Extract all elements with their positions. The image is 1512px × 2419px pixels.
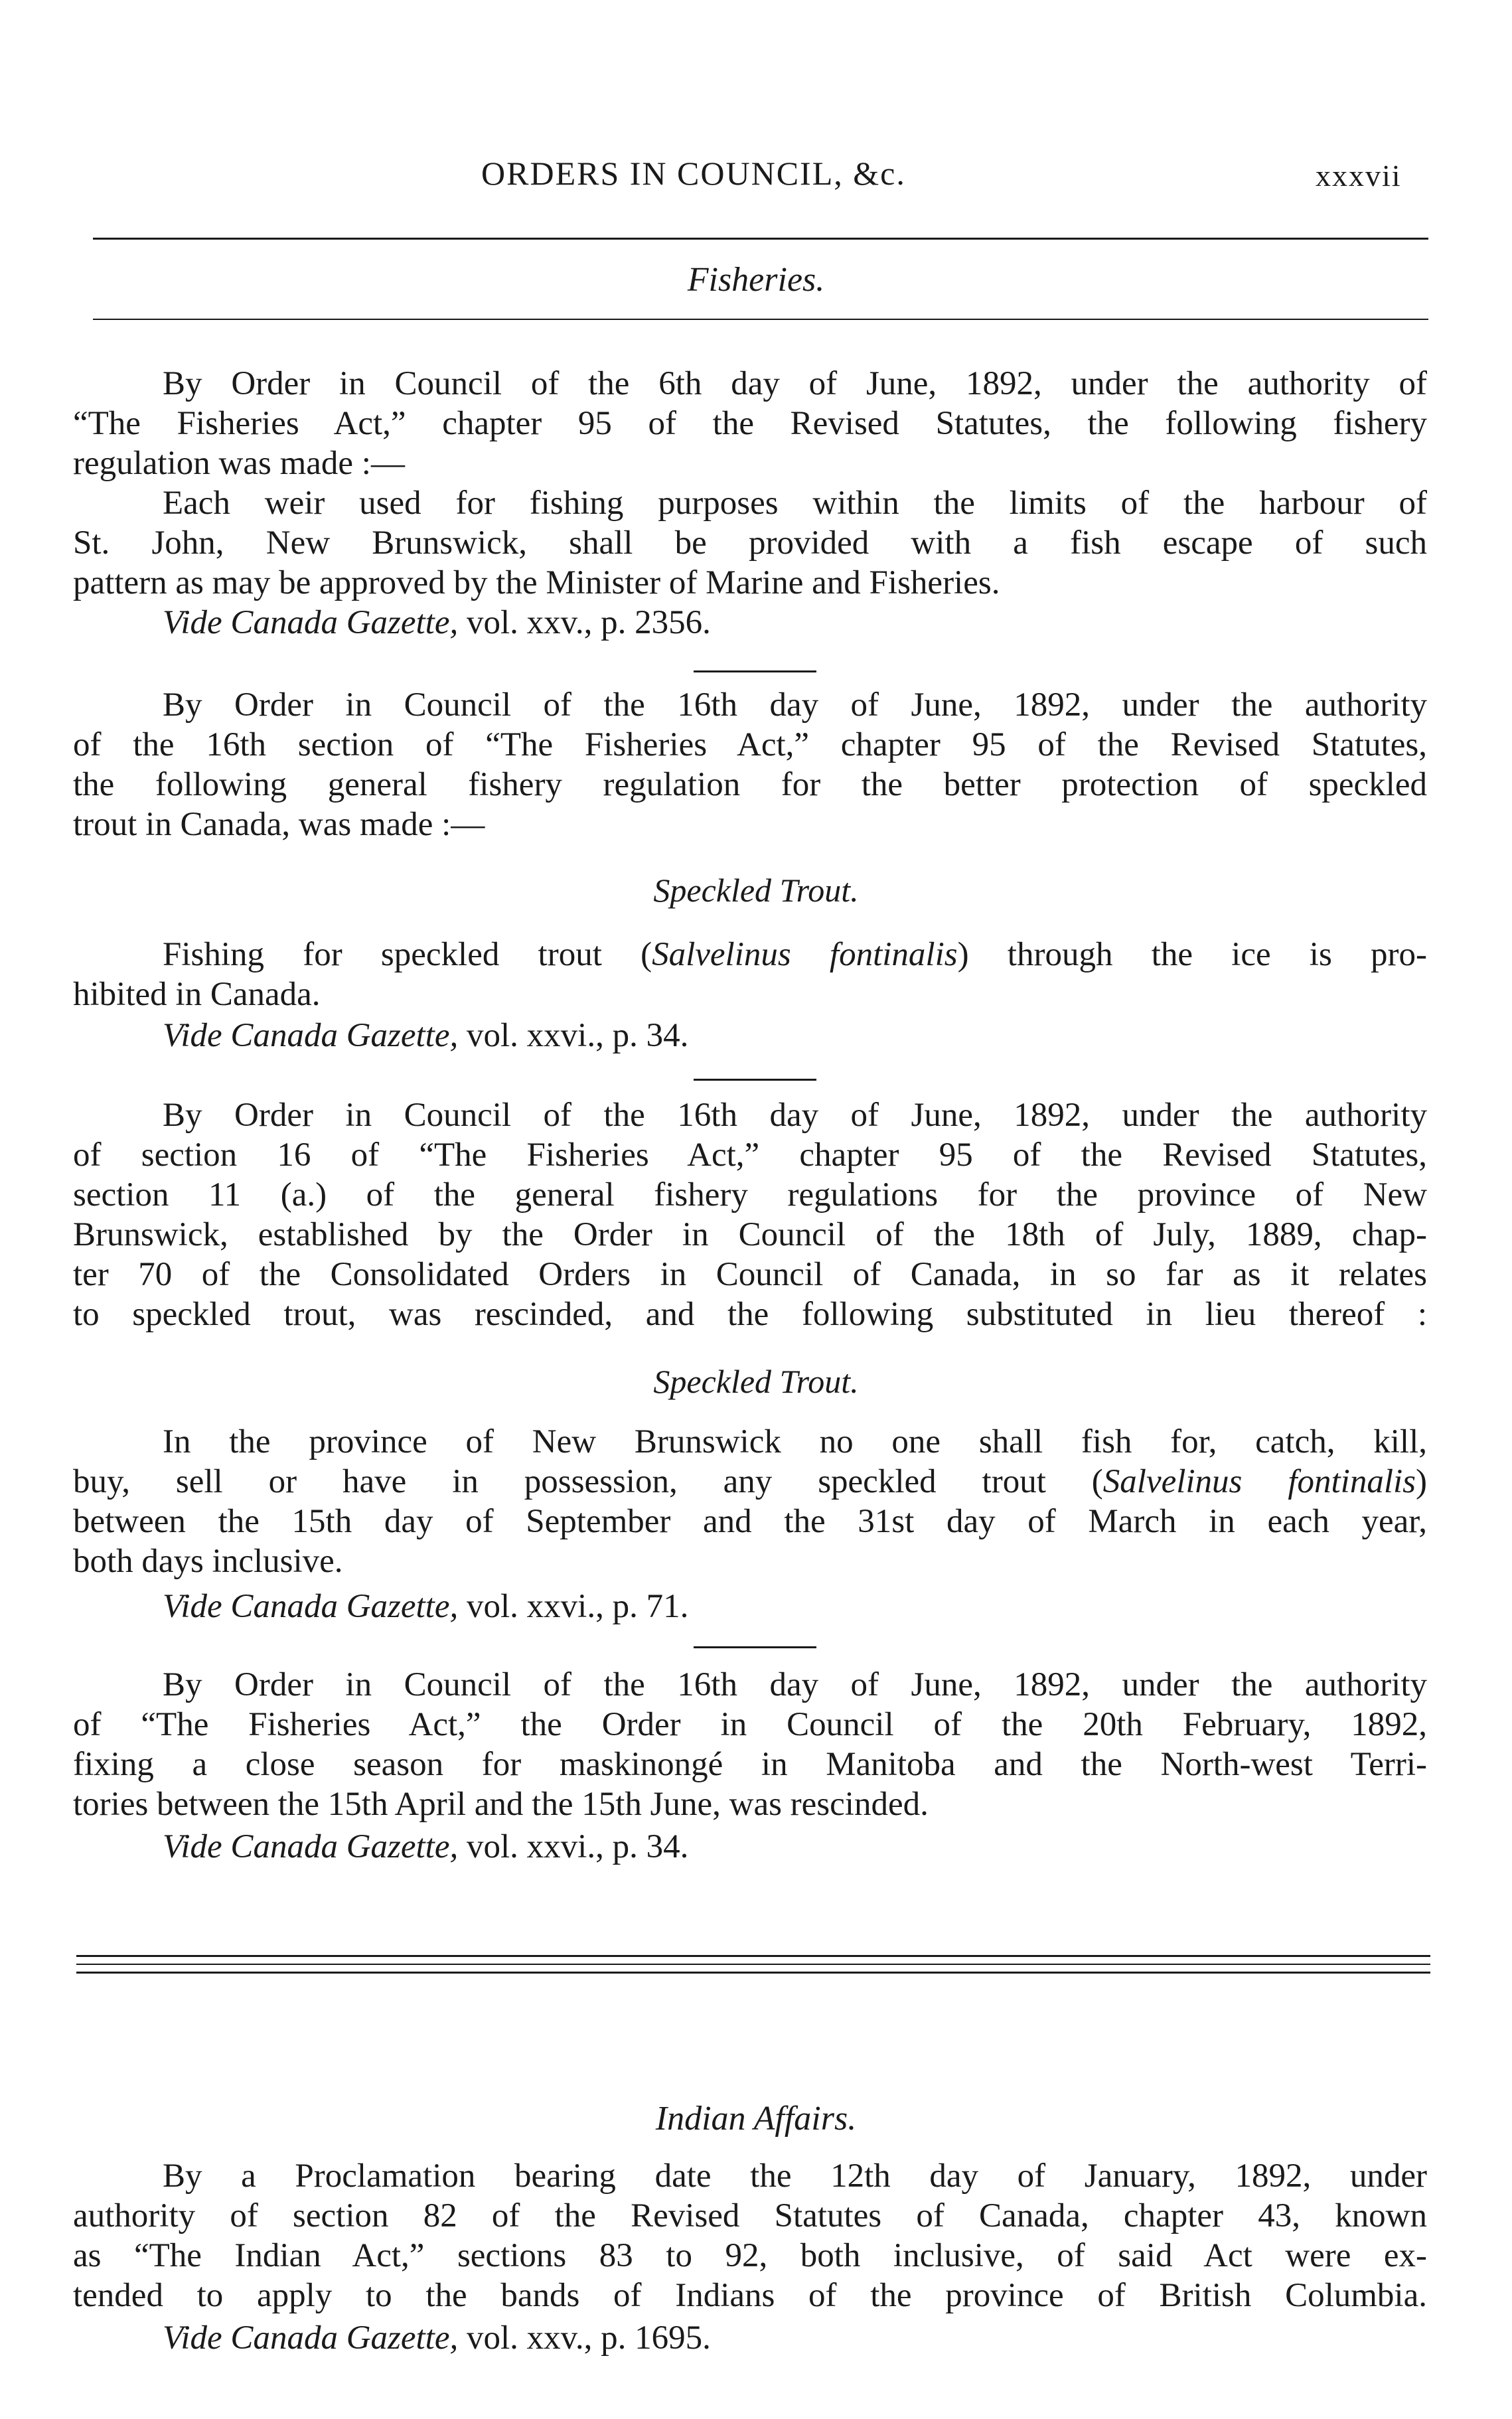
regulation-line: Fishing for speckled trout (Salvelinus fontinalis) through the ice is pro-: [163, 936, 1427, 973]
gazette-label: Vide Canada Gazette,: [163, 2319, 459, 2357]
paragraph-line: of section 16 of “The Fisheries Act,” chapter 95 of the Revised Statutes,: [73, 1136, 1427, 1174]
separator-rule: [694, 670, 816, 672]
gazette-reference: [163, 1587, 688, 1626]
section-rule: [93, 319, 1428, 320]
page-number: xxxvii: [1316, 159, 1402, 193]
paragraph-line: By Order in Council of the 16th day of June, 1892, under the authority: [163, 1097, 1427, 1134]
section-title-indian-affairs: Indian Affairs.: [655, 2100, 857, 2138]
paragraph-line: section 11 (a.) of the general fishery regulations for the province of New: [73, 1176, 1427, 1213]
gazette-volume: vol. xxvi., p. 34.: [458, 1828, 689, 1865]
regulation-line: both days inclusive.: [73, 1543, 343, 1580]
paragraph-line: By Order in Council of the 16th day of June, 1892, under the authority: [163, 686, 1427, 724]
paragraph-line: tended to apply to the bands of Indians of the province of British Columbia.: [73, 2277, 1427, 2314]
regulation-line: hibited in Canada.: [73, 976, 321, 1013]
paragraph-line: of “The Fisheries Act,” the Order in Council of the 20th February, 1892,: [73, 1706, 1427, 1743]
paragraph-line: “The Fisheries Act,” chapter 95 of the Revised Statutes, the following fishery: [73, 405, 1427, 442]
section-title-fisheries: Fisheries.: [687, 261, 825, 299]
regulation-line: Each weir used for fishing purposes within the limits of the harbour of: [163, 485, 1427, 522]
gazette-volume: vol. xxvi., p. 34.: [458, 1017, 689, 1054]
paragraph-line: By Order in Council of the 16th day of June, 1892, under the authority: [163, 1666, 1427, 1703]
paragraph-line: to speckled trout, was rescinded, and the following substituted in lieu thereof :: [73, 1296, 1427, 1333]
subtitle-speckled-trout: Speckled Trout.: [653, 872, 859, 909]
paragraph-line: Brunswick, established by the Order in Council of the 18th of July, 1889, chap-: [73, 1216, 1427, 1253]
paragraph-line: By Order in Council of the 6th day of June, 1892, under the authority of: [163, 365, 1427, 402]
gazette-volume: vol. xxv., p. 2356.: [458, 604, 711, 641]
paragraph-line: of the 16th section of “The Fisheries Act,” chapter 95 of the Revised Statutes,: [73, 726, 1427, 763]
paragraph-line: fixing a close season for maskinongé in Manitoba and the North-west Terri-: [73, 1746, 1427, 1783]
regulation-line: pattern as may be approved by the Minister of Marine and Fisheries.: [73, 564, 1000, 601]
section-break-rule: [76, 1964, 1430, 1965]
section-break-rule: [76, 1972, 1430, 1974]
gazette-volume: vol. xxvi., p. 71.: [458, 1588, 689, 1625]
paragraph-line: regulation was made :—: [73, 445, 405, 482]
paragraph-line: the following general fishery regulation for the better protection of speckled: [73, 766, 1427, 803]
regulation-line: St. John, New Brunswick, shall be provided with a fish escape of such: [73, 524, 1427, 562]
regulation-line: buy, sell or have in possession, any speckled trout (Salvelinus fontinalis): [73, 1463, 1428, 1500]
paragraph-line: tories between the 15th April and the 15th June, was rescinded.: [73, 1786, 929, 1823]
running-title: ORDERS IN COUNCIL, &c.: [481, 155, 906, 192]
order-paragraph-4: [73, 1665, 1427, 1824]
species-name: Salvelinus fontinalis: [652, 936, 958, 973]
gazette-reference: [163, 1016, 688, 1055]
gazette-reference: [163, 603, 711, 643]
gazette-reference: [163, 1827, 688, 1867]
order-paragraph-2: [73, 685, 1427, 844]
gazette-label: Vide Canada Gazette,: [163, 1828, 459, 1865]
paragraph-line: By a Proclamation bearing date the 12th day of January, 1892, under: [163, 2157, 1427, 2195]
order-paragraph-3: [73, 1095, 1427, 1334]
gazette-reference: [163, 2318, 711, 2358]
gazette-label: Vide Canada Gazette,: [163, 1017, 459, 1054]
regulation-paragraph-3: [73, 1422, 1427, 1581]
subtitle-speckled-trout: Speckled Trout.: [653, 1363, 859, 1400]
separator-rule: [694, 1646, 816, 1648]
regulation-line: between the 15th day of September and the 31st day of March in each year,: [73, 1503, 1427, 1540]
order-paragraph-1: [73, 364, 1427, 603]
gazette-label: Vide Canada Gazette,: [163, 1588, 459, 1625]
paragraph-line: as “The Indian Act,” sections 83 to 92, both inclusive, of said Act were ex-: [73, 2237, 1427, 2274]
proclamation-paragraph: [73, 2156, 1427, 2315]
separator-rule: [694, 1079, 816, 1081]
species-name: Salvelinus fontinalis: [1102, 1463, 1416, 1500]
paragraph-line: authority of section 82 of the Revised Statutes of Canada, chapter 43, known: [73, 2197, 1427, 2234]
header-rule: [93, 238, 1428, 240]
regulation-line: In the province of New Brunswick no one shall fish for, catch, kill,: [163, 1423, 1427, 1460]
paragraph-line: ter 70 of the Consolidated Orders in Council of Canada, in so far as it relates: [73, 1256, 1427, 1293]
regulation-paragraph-2: [73, 935, 1427, 1014]
gazette-label: Vide Canada Gazette,: [163, 604, 459, 641]
section-break-rule: [76, 1955, 1430, 1957]
gazette-volume: vol. xxv., p. 1695.: [458, 2319, 711, 2357]
paragraph-line: trout in Canada, was made :—: [73, 806, 485, 843]
